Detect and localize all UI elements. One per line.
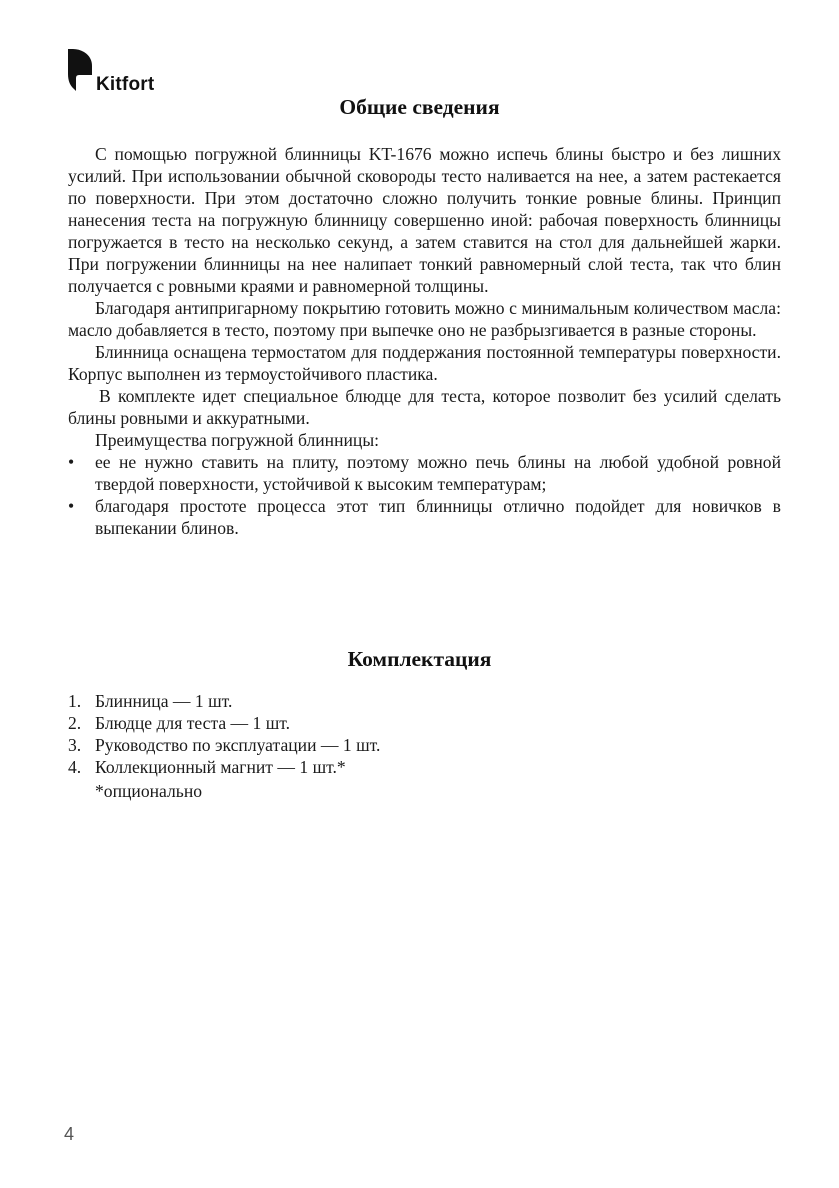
list-item-number: 4. xyxy=(68,757,82,777)
list-item xyxy=(68,690,668,712)
page-number: 4 xyxy=(64,1124,75,1144)
list-item xyxy=(68,734,668,756)
list-item-text: Руководство по эксплуатации — 1 шт. xyxy=(95,735,381,755)
package-contents-list xyxy=(68,690,668,778)
list-item-text: Коллекционный магнит — 1 шт.* xyxy=(95,757,346,777)
paragraph: Блинница оснащена термостатом для поддержания постоянной температуры поверхности. Корпус выполнен из термоустойчивого пластика. xyxy=(68,342,781,384)
list-item-text: Блюдце для теста — 1 шт. xyxy=(95,713,291,733)
paragraph: В комплекте идет специальное блюдце для теста, которое позволит без усилий сделать блины ровными и аккуратными. xyxy=(68,386,781,428)
list-item xyxy=(68,756,668,778)
list-item xyxy=(68,712,668,734)
paragraph: С помощью погружной блинницы KT-1676 можно испечь блины быстро и без лишних усилий. При использовании обычной сковороды тесто наливается на нее, а затем растекается по поверхности. При этом достаточно сложно получить тонкие ровные блины. Принцип нанесения теста на погружную блинницу совершенно иной: рабочая поверхность блинницы погружается в тесто на несколько секунд, а затем ставится на стол для дальнейшей жарки. При погружении блинницы на нее налипает тонкий равномерный слой теста, так что блин получается с ровными краями и равномерной толщины. xyxy=(68,144,781,296)
logo-wordmark: Kitfort xyxy=(96,74,155,95)
paragraph: Преимущества погружной блинницы: xyxy=(95,430,380,450)
list-item-text: Блинница — 1 шт. xyxy=(95,691,233,711)
bullet-icon: • xyxy=(68,452,75,472)
list-item-number: 1. xyxy=(68,691,82,711)
general-info-body xyxy=(68,143,781,539)
advantages-list xyxy=(68,451,781,539)
paragraph: Благодаря антипригарному покрытию готовить можно с минимальным количеством масла: масло добавляется в тесто, поэтому при выпечке оно не разбрызгивается в разные стороны. xyxy=(68,298,781,340)
list-item xyxy=(68,495,781,539)
bullet-icon: • xyxy=(68,496,75,516)
section-title-general-info: Общие сведения xyxy=(339,95,500,119)
footnote: *опционально xyxy=(95,781,203,801)
list-item-text: ее не нужно ставить на плиту, поэтому можно печь блины на любой удобной ровной твердой поверхности, устойчивой к высоким температурам; xyxy=(95,452,781,494)
section-title-package-contents: Комплектация xyxy=(347,647,492,671)
list-item-number: 3. xyxy=(68,735,82,755)
list-item-number: 2. xyxy=(68,713,82,733)
list-item xyxy=(68,451,781,495)
list-item-text: благодаря простоте процесса этот тип блинницы отлично подойдет для новичков в выпекании блинов. xyxy=(95,496,781,538)
kitfort-logo xyxy=(66,48,176,94)
